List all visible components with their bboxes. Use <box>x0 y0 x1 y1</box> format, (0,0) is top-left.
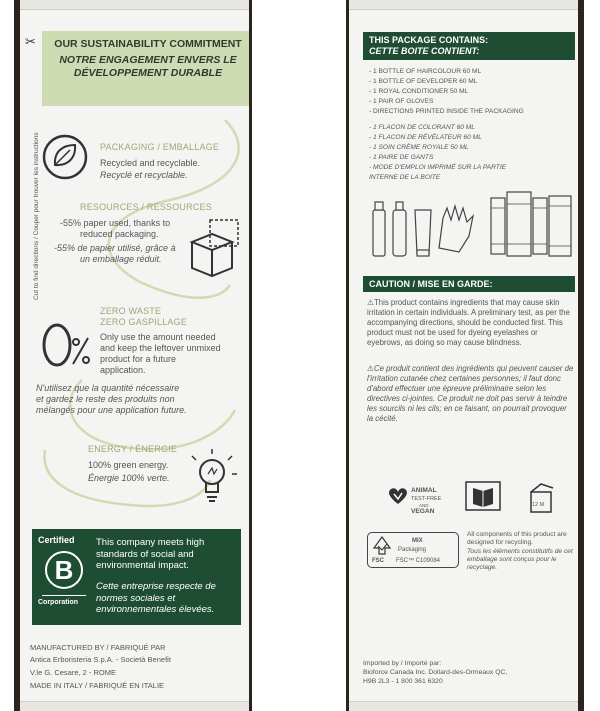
box-top-edge <box>349 0 578 10</box>
read-instructions-icon <box>465 480 501 512</box>
resources-title: RESOURCES / RESSOURCES <box>80 202 212 212</box>
box-bottom-edge <box>349 701 578 711</box>
package-item-fr: - 1 FLACON DE COLORANT 60 ML <box>369 124 475 131</box>
resources-text-en-2: reduced packaging. <box>80 229 159 239</box>
animal-badge-line-4: VEGAN <box>411 508 435 515</box>
lightbulb-icon <box>192 452 237 507</box>
energy-title: ENERGY / ÉNERGIE <box>88 444 178 454</box>
zero-waste-text-en-1: Only use the amount needed <box>100 332 216 342</box>
zero-percent-icon <box>40 318 90 373</box>
package-item-en: - DIRECTIONS PRINTED INSIDE THE PACKAGING <box>369 108 524 115</box>
scissors-icon: ✂ <box>25 34 36 49</box>
package-item-fr: - 1 FLACON DE RÉVÉLATEUR 60 ML <box>369 134 482 141</box>
zero-waste-title-fr: ZERO GASPILLAGE <box>100 317 188 327</box>
right-box-panel <box>346 0 584 711</box>
packaging-title: PACKAGING / EMBALLAGE <box>100 142 220 152</box>
fsc-tree-icon <box>372 536 392 556</box>
manufacturer-line-4: MADE IN ITALY / FABRIQUÉ EN ITALIE <box>30 681 165 690</box>
left-box-panel <box>14 0 252 711</box>
package-contains-header: THIS PACKAGE CONTAINS: CETTE BOITE CONTIENT: <box>363 32 575 60</box>
vegan-heart-icon <box>387 486 409 506</box>
package-contents-illustration <box>367 188 579 258</box>
commitment-title-fr: NOTRE ENGAGEMENT ENVERS LE DÉVELOPPEMENT DURABLE <box>59 54 237 79</box>
package-item-en: - 1 BOTTLE OF DEVELOPER 60 ML <box>369 78 478 85</box>
caution-text-en: ⚠This product contains ingredients that may cause skin irritation in certain individuals. A preliminary test, as per the accompanying directions, should be conducted first. This product must not be used for dyeing eyelashes or eyebrows, as doing so may cause blindness. <box>367 298 570 347</box>
zero-waste-text-en-4: application. <box>100 365 146 375</box>
package-item-fr: - MODE D'EMPLOI IMPRIMÉ SUR LA PARTIE <box>369 164 507 171</box>
box-reduction-icon <box>188 218 243 278</box>
package-item-fr: - 1 PAIRE DE GANTS <box>369 154 434 161</box>
energy-text-en: 100% green energy. <box>88 460 169 470</box>
manufacturer-line-3: V.le G. Cesare, 2 - ROME <box>30 668 117 677</box>
b-corp-logo: Certified B Corporation <box>38 535 90 619</box>
importer-line-3: H9B 2L3 - 1 800 361 6320 <box>363 678 443 685</box>
warning-icon: ⚠ <box>367 364 374 373</box>
package-item-fr: INTERNE DE LA BOITE <box>369 174 441 181</box>
manufacturer-line-2: Antica Erboristeria S.p.A. - Società Benefit <box>30 655 171 664</box>
packaging-text-en: Recycled and recyclable. <box>100 158 201 168</box>
zero-waste-title-en: ZERO WASTE <box>100 306 162 316</box>
leaf-icon <box>40 132 90 182</box>
package-item-en: - 1 PAIR OF GLOVES <box>369 98 434 105</box>
recycle-text-fr: Tous les éléments constitutifs de cet emballage sont conçus pour le recyclage. <box>467 548 573 571</box>
packaging-text-fr: Recyclé et recyclable. <box>100 170 188 180</box>
bcorp-text-fr: Cette entreprise respecte de normes sociales et environnementales élevées. <box>96 581 216 615</box>
warning-icon: ⚠ <box>367 298 374 307</box>
fsc-label-box: FSC MIX Packaging FSC™ C109084 <box>367 532 459 568</box>
zero-waste-text-en-2: and keep the leftover unmixed <box>100 343 221 353</box>
animal-badge-line-1: ANIMAL <box>411 487 437 494</box>
zero-waste-text-en-3: product for a future <box>100 354 177 364</box>
package-item-en: - 1 BOTTLE OF HAIRCOLOUR 60 ML <box>369 68 482 75</box>
importer-line-1: Imported by / Importé par: <box>363 660 442 667</box>
cut-directions: Cut to find directions / Couper pour trouver les instructions <box>33 132 40 300</box>
resources-text-fr-1: -55% de papier utilisé, grâce à <box>54 243 176 253</box>
zero-waste-text-fr-3: mélangés pour une application future. <box>36 405 187 415</box>
pao-label: 12 M <box>532 502 545 508</box>
resources-text-fr-2: un emballage réduit. <box>80 254 162 264</box>
b-corporation-box <box>32 529 241 625</box>
caution-text-fr: ⚠Ce produit contient des ingrédients qui peuvent causer de l'irritation cutanée chez certaines personnes; il faut donc d'abord effectuer une épreuve préliminaire selon les directives ci-jointes. Ce produit ne doit pas servir à teindre les sourcils ni les cils; en ce faisant, on pourrait provoquer la cécité. <box>367 364 574 423</box>
manufacturer-line-1: MANUFACTURED BY / FABRIQUÉ PAR <box>30 643 166 652</box>
caution-header: CAUTION / MISE EN GARDE: <box>363 276 575 292</box>
bcorp-text-en: This company meets high standards of social and environmental impact. <box>96 537 205 571</box>
package-item-en: - 1 ROYAL CONDITIONER 50 ML <box>369 88 469 95</box>
animal-badge-line-3: AND <box>419 503 429 508</box>
commitment-title-en: OUR SUSTAINABILITY COMMITMENT <box>54 38 242 50</box>
energy-text-fr: Énergie 100% verte. <box>88 473 170 483</box>
resources-text-en-1: -55% paper used, thanks to <box>60 218 171 228</box>
recycle-text-en: All components of this product are designed for recycling. <box>467 531 567 546</box>
importer-line-2: Bioforce Canada Inc. Dollard-des-Ormeaux QC, <box>363 669 508 676</box>
zero-waste-text-fr-1: N'utilisez que la quantité nécessaire <box>36 383 180 393</box>
animal-badge-line-2: TEST-FREE <box>411 496 442 502</box>
zero-waste-text-fr-2: et gardez le reste des produits non <box>36 394 175 404</box>
package-item-fr: - 1 SOIN CRÈME ROYALE 50 ML <box>369 144 469 151</box>
